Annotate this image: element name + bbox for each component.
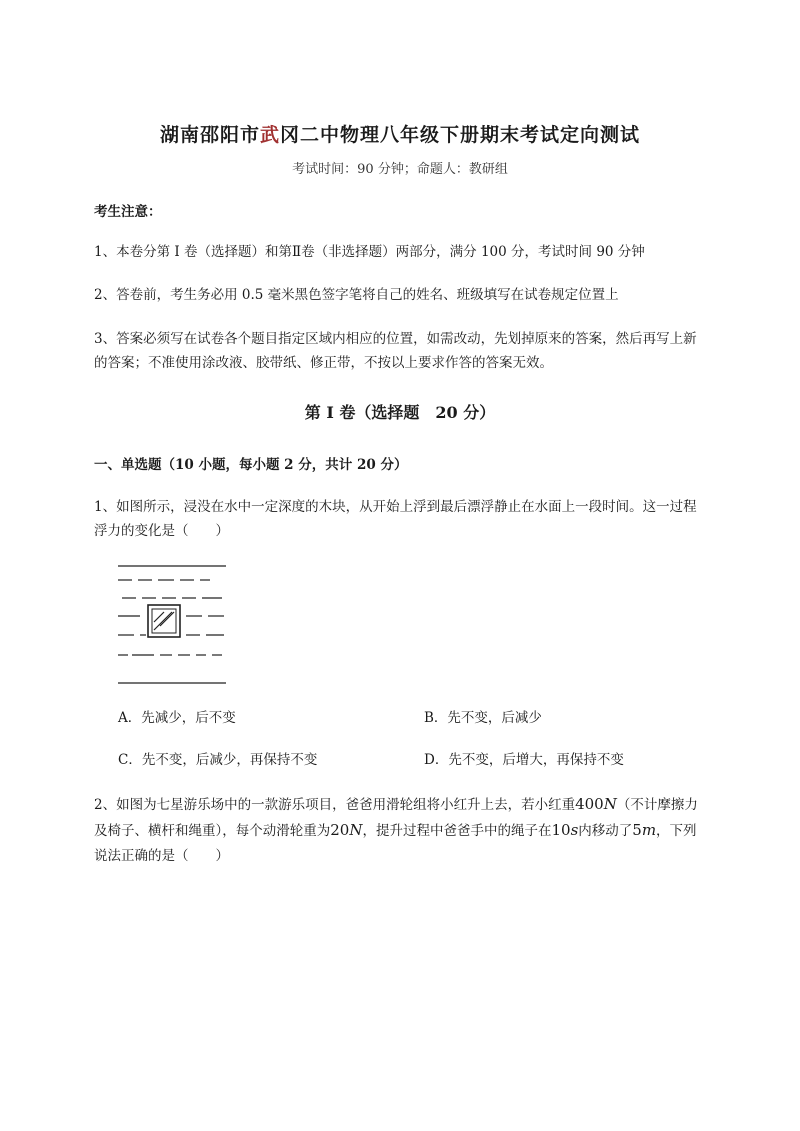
exam-subtitle: 考试时间：90 分钟；命题人：教研组 — [292, 162, 508, 177]
q2-time-value: 10 — [551, 821, 571, 839]
q1-option-c[interactable]: C．先不变，后减少，再保持不变 — [118, 752, 318, 768]
q2-text-c: ，提升过程中爸爸手中的绳子在 — [362, 823, 552, 839]
section-title: 第 I 卷（选择题 20 分） — [304, 403, 496, 422]
notice-heading: 考生注意： — [94, 204, 162, 220]
q2-text-d: 内移动了 — [578, 823, 633, 839]
title-highlight-char: 武 — [259, 124, 280, 146]
q2-text-e: ，下列说法正确的是（ ） — [94, 823, 697, 864]
q1-option-b[interactable]: B．先不变，后减少 — [424, 710, 542, 726]
q2-weight-unit: N — [603, 795, 617, 813]
notice-item-2: 2、答卷前，考生务必用 0.5 毫米黑色签字笔将自己的姓名、班级填写在试卷规定位置上 — [94, 287, 619, 303]
q1-option-a[interactable]: A．先减少，后不变 — [118, 710, 236, 726]
title-text-part1: 湖南邵阳市 — [159, 124, 260, 146]
notice-item-3: 3、答案必须写在试卷各个题目指定区域内相应的位置，如需改动，先划掉原来的答案，然后再写上新的答案；不准使用涂改液、胶带纸、修正带，不按以上要求作答的答案无效。 — [94, 331, 697, 371]
notice-item-1: 1、本卷分第 I 卷（选择题）和第Ⅱ卷（非选择题）两部分，满分 100 分，考试时间 90 分钟 — [94, 244, 645, 260]
q2-pulley-unit: N — [349, 821, 363, 839]
q2-text-a: 2、如图为七星游乐场中的一款游乐项目，爸爸用滑轮组将小红升上去，若小红重 — [94, 797, 576, 813]
q2-weight-value: 400 — [575, 795, 604, 813]
question-2-stem — [94, 792, 706, 869]
q2-distance-unit: m — [641, 821, 657, 839]
water-block-figure — [110, 560, 240, 690]
page-title — [0, 120, 800, 147]
title-text-part2: 冈二中物理八年级下册期末考试定向测试 — [280, 124, 641, 146]
q2-distance-value: 5 — [632, 821, 642, 839]
q1-option-d[interactable]: D．先不变，后增大，再保持不变 — [424, 752, 624, 768]
question-1-stem: 1、如图所示，浸没在水中一定深度的木块，从开始上浮到最后漂浮静止在水面上一段时间。这一过程浮力的变化是（ ） — [94, 499, 697, 539]
q2-pulley-value: 20 — [330, 821, 350, 839]
part-heading: 一、单选题（10 小题，每小题 2 分，共计 20 分） — [94, 457, 408, 473]
q2-time-unit: s — [570, 821, 579, 839]
q2-text-b: （不计摩擦力及椅子、横杆和绳重），每个动滑轮重为 — [94, 797, 698, 839]
